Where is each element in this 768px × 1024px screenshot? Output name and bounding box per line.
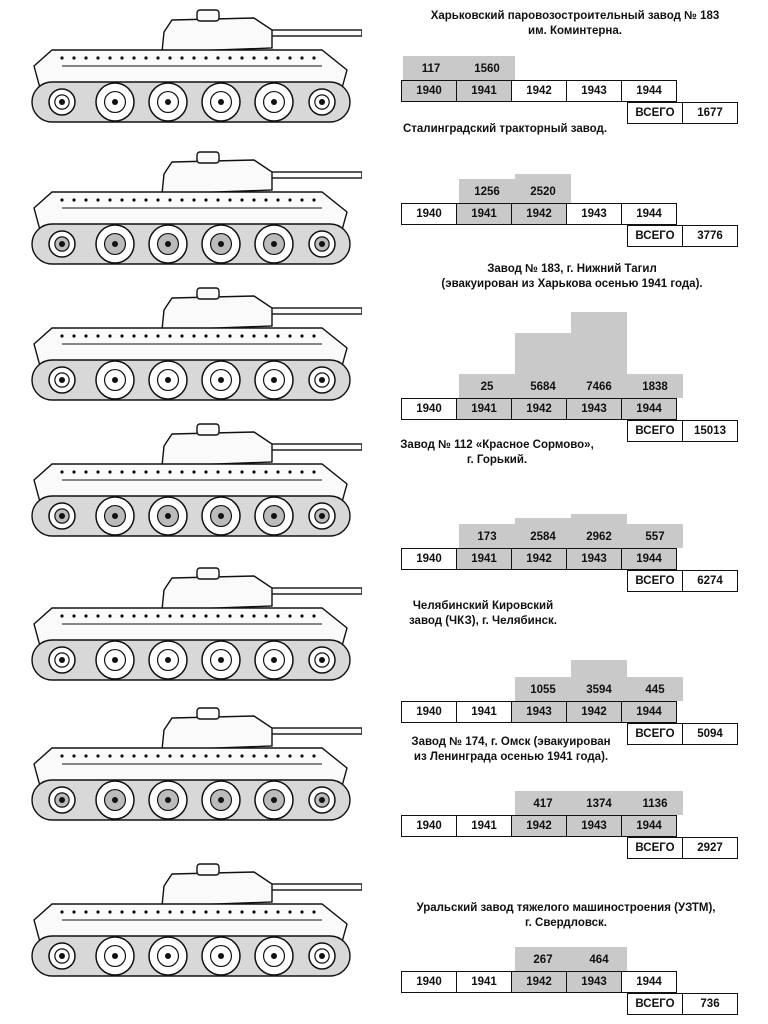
road-wheel bbox=[255, 361, 293, 399]
year-cell-1941: 1941 bbox=[456, 548, 512, 570]
total-value: 15013 bbox=[682, 420, 738, 442]
bar-value-label: 464 bbox=[589, 954, 609, 966]
year-cell-1941: 1941 bbox=[456, 80, 512, 102]
bar-value-label: 7466 bbox=[586, 381, 612, 393]
tank-track bbox=[32, 640, 350, 680]
road-wheel bbox=[202, 83, 240, 121]
road-wheel bbox=[255, 641, 293, 679]
bar-value-label: 1256 bbox=[474, 186, 500, 198]
road-wheel bbox=[309, 89, 335, 115]
tank-gun bbox=[262, 172, 362, 178]
tank-hatch bbox=[197, 424, 219, 435]
road-wheel bbox=[96, 937, 134, 975]
year-cell-1940: 1940 bbox=[401, 815, 457, 837]
year-cell-1943: 1943 bbox=[566, 80, 622, 102]
total-box bbox=[627, 102, 738, 124]
tank-gun bbox=[262, 728, 362, 734]
year-cell-1943: 1943 bbox=[566, 971, 622, 993]
bar-value-label: 267 bbox=[533, 954, 553, 966]
year-cell-1940: 1940 bbox=[401, 971, 457, 993]
bar-value-label: 5684 bbox=[530, 381, 556, 393]
road-wheel bbox=[49, 647, 75, 673]
tank-illustration bbox=[22, 150, 362, 268]
tank-illustration bbox=[22, 286, 362, 404]
total-box bbox=[627, 225, 738, 247]
year-cell-1942: 1942 bbox=[511, 398, 567, 420]
road-wheel bbox=[49, 943, 75, 969]
road-wheel bbox=[202, 937, 240, 975]
total-box bbox=[627, 570, 738, 592]
tank-gun bbox=[262, 884, 362, 890]
road-wheel bbox=[49, 787, 75, 813]
year-cell-1941: 1941 bbox=[456, 701, 512, 723]
year-cell-1940: 1940 bbox=[401, 398, 457, 420]
tank-turret bbox=[162, 576, 272, 610]
year-cell-1943: 1943 bbox=[566, 398, 622, 420]
factory-title-line: Челябинский Кировский bbox=[412, 600, 554, 612]
road-wheel bbox=[202, 225, 240, 263]
total-label: ВСЕГО bbox=[627, 723, 683, 745]
tank-illustration bbox=[22, 706, 362, 824]
year-cell-1940: 1940 bbox=[401, 203, 457, 225]
factory-title bbox=[317, 438, 677, 468]
factory-title bbox=[325, 122, 685, 137]
total-label: ВСЕГО bbox=[627, 102, 683, 124]
tank-turret bbox=[162, 160, 272, 194]
road-wheel bbox=[202, 497, 240, 535]
total-label: ВСЕГО bbox=[627, 570, 683, 592]
year-cell-1940: 1940 bbox=[401, 548, 457, 570]
total-value: 6274 bbox=[682, 570, 738, 592]
year-row bbox=[401, 548, 677, 570]
total-value: 1677 bbox=[682, 102, 738, 124]
year-cell-1944: 1944 bbox=[621, 203, 677, 225]
total-label: ВСЕГО bbox=[627, 420, 683, 442]
road-wheel bbox=[49, 367, 75, 393]
tank-turret bbox=[162, 716, 272, 750]
factory-title-line: г. Свердловск. bbox=[525, 917, 607, 929]
tank-hatch bbox=[197, 288, 219, 299]
tank-gun bbox=[262, 30, 362, 36]
road-wheel bbox=[96, 225, 134, 263]
road-wheel bbox=[309, 503, 335, 529]
road-wheel bbox=[149, 781, 187, 819]
year-cell-1942: 1942 bbox=[511, 548, 567, 570]
year-cell-1944: 1944 bbox=[621, 701, 677, 723]
bar-value-label: 2520 bbox=[530, 186, 556, 198]
year-cell-1942: 1942 bbox=[566, 701, 622, 723]
tank-track bbox=[32, 360, 350, 400]
road-wheel bbox=[255, 497, 293, 535]
road-wheel bbox=[149, 937, 187, 975]
year-cell-1940: 1940 bbox=[401, 80, 457, 102]
road-wheel bbox=[96, 497, 134, 535]
road-wheel bbox=[49, 231, 75, 257]
bar-value-label: 1374 bbox=[586, 798, 612, 810]
factory-title-line: им. Коминтерна. bbox=[528, 25, 622, 37]
total-label: ВСЕГО bbox=[627, 225, 683, 247]
year-cell-1943: 1943 bbox=[566, 548, 622, 570]
year-cell-1943: 1943 bbox=[566, 815, 622, 837]
tank-illustration bbox=[22, 862, 362, 980]
road-wheel bbox=[309, 647, 335, 673]
total-label: ВСЕГО bbox=[627, 993, 683, 1015]
year-cell-1942: 1942 bbox=[511, 971, 567, 993]
year-cell-1943: 1943 bbox=[566, 203, 622, 225]
road-wheel bbox=[96, 781, 134, 819]
factory-title-line: из Ленинграда осенью 1941 года). bbox=[413, 751, 609, 763]
road-wheel bbox=[149, 83, 187, 121]
road-wheel bbox=[96, 361, 134, 399]
tank-gun bbox=[262, 588, 362, 594]
year-cell-1944: 1944 bbox=[621, 398, 677, 420]
tank-track bbox=[32, 82, 350, 122]
tank-turret bbox=[162, 432, 272, 466]
factory-title-line: Харьковский паровозостроительный завод № 183 bbox=[430, 10, 720, 22]
year-row bbox=[401, 701, 677, 723]
year-cell-1944: 1944 bbox=[621, 548, 677, 570]
bar-value-label: 417 bbox=[533, 798, 553, 810]
year-cell-1943: 1943 bbox=[511, 701, 567, 723]
factory-title-line: Сталинградский тракторный завод. bbox=[402, 123, 608, 135]
year-cell-1940: 1940 bbox=[401, 701, 457, 723]
bar-value-label: 117 bbox=[421, 63, 441, 75]
bar-value-label: 557 bbox=[645, 531, 665, 543]
total-value: 3776 bbox=[682, 225, 738, 247]
road-wheel bbox=[149, 225, 187, 263]
bar-value-label: 25 bbox=[480, 381, 494, 393]
road-wheel bbox=[309, 367, 335, 393]
factory-title-line: Завод № 174, г. Омск (эвакуирован bbox=[411, 736, 611, 748]
total-value: 736 bbox=[682, 993, 738, 1015]
road-wheel bbox=[255, 781, 293, 819]
factory-title-line: (эвакуирован из Харькова осенью 1941 года). bbox=[441, 278, 703, 290]
year-cell-1941: 1941 bbox=[456, 971, 512, 993]
tank-turret bbox=[162, 296, 272, 330]
road-wheel bbox=[96, 83, 134, 121]
factory-title bbox=[395, 9, 755, 39]
total-box bbox=[627, 993, 738, 1015]
bar-value-label: 1136 bbox=[642, 798, 668, 810]
factory-title-line: Уральский завод тяжелого машиностроения (УЗТМ), bbox=[416, 902, 716, 914]
year-cell-1944: 1944 bbox=[621, 971, 677, 993]
tank-hatch bbox=[197, 708, 219, 719]
tank-track bbox=[32, 780, 350, 820]
bar-value-label: 445 bbox=[645, 684, 665, 696]
factory-title-line: Завод № 183, г. Нижний Тагил bbox=[487, 263, 657, 275]
year-cell-1941: 1941 bbox=[456, 203, 512, 225]
tank-hatch bbox=[197, 10, 219, 21]
year-row bbox=[401, 398, 677, 420]
factory-title-line: завод (ЧКЗ), г. Челябинск. bbox=[408, 615, 557, 627]
tank-track bbox=[32, 496, 350, 536]
year-cell-1942: 1942 bbox=[511, 80, 567, 102]
road-wheel bbox=[255, 83, 293, 121]
tank-hatch bbox=[197, 152, 219, 163]
total-value: 2927 bbox=[682, 837, 738, 859]
year-cell-1944: 1944 bbox=[621, 815, 677, 837]
tank-illustration bbox=[22, 8, 362, 126]
year-row bbox=[401, 815, 677, 837]
bar-value-label: 2584 bbox=[530, 531, 556, 543]
road-wheel bbox=[309, 787, 335, 813]
year-cell-1944: 1944 bbox=[621, 80, 677, 102]
year-row bbox=[401, 203, 677, 225]
factory-title-line: г. Горький. bbox=[466, 454, 528, 466]
road-wheel bbox=[202, 641, 240, 679]
total-box bbox=[627, 837, 738, 859]
tank-hatch bbox=[197, 864, 219, 875]
tank-turret bbox=[162, 872, 272, 906]
road-wheel bbox=[309, 231, 335, 257]
bar-value-label: 1055 bbox=[530, 684, 556, 696]
road-wheel bbox=[255, 937, 293, 975]
tank-track bbox=[32, 224, 350, 264]
year-cell-1941: 1941 bbox=[456, 398, 512, 420]
road-wheel bbox=[202, 361, 240, 399]
year-cell-1941: 1941 bbox=[456, 815, 512, 837]
road-wheel bbox=[309, 943, 335, 969]
year-row bbox=[401, 80, 677, 102]
tank-gun bbox=[262, 308, 362, 314]
tank-track bbox=[32, 936, 350, 976]
bar-value-label: 2962 bbox=[586, 531, 612, 543]
total-label: ВСЕГО bbox=[627, 837, 683, 859]
tank-hatch bbox=[197, 568, 219, 579]
year-cell-1942: 1942 bbox=[511, 815, 567, 837]
bar-value-label: 1838 bbox=[642, 381, 668, 393]
tank-turret bbox=[162, 18, 272, 52]
road-wheel bbox=[49, 503, 75, 529]
year-row bbox=[401, 971, 677, 993]
factory-title bbox=[386, 901, 746, 931]
road-wheel bbox=[202, 781, 240, 819]
bar-value-label: 173 bbox=[477, 531, 497, 543]
tank-illustration bbox=[22, 422, 362, 540]
factory-title bbox=[303, 599, 663, 629]
road-wheel bbox=[96, 641, 134, 679]
total-value: 5094 bbox=[682, 723, 738, 745]
road-wheel bbox=[149, 497, 187, 535]
bar-value-label: 1560 bbox=[474, 63, 500, 75]
factory-title bbox=[331, 735, 691, 765]
bar-value-label: 3594 bbox=[586, 684, 612, 696]
road-wheel bbox=[49, 89, 75, 115]
road-wheel bbox=[149, 361, 187, 399]
road-wheel bbox=[255, 225, 293, 263]
factory-title bbox=[392, 262, 752, 292]
factory-title-line: Завод № 112 «Красное Сормово», bbox=[400, 439, 594, 451]
year-cell-1942: 1942 bbox=[511, 203, 567, 225]
road-wheel bbox=[149, 641, 187, 679]
